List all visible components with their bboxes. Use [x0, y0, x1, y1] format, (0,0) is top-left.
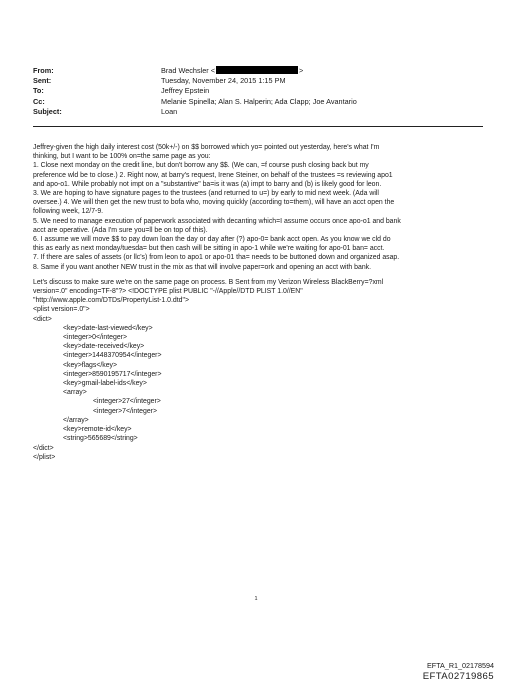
sent-label: Sent:	[33, 76, 52, 86]
body-line: oversee.) 4. We will then get the new trust to bofa who, moving quickly (according to=them), will have an acct open the	[33, 199, 395, 207]
body-line: Jeffrey-given the high daily interest cost (50k+/-) on $$ borrowed which yo= pointed out yesterday, here's what I'm	[33, 144, 380, 151]
plist-line: </array>	[63, 416, 89, 424]
from-end: >	[299, 66, 304, 75]
plist-line: <key>date-last-viewed</key>	[63, 324, 153, 332]
body-line: thinking, but I want to be 100% on=the same page as you:	[33, 153, 211, 161]
to-value: Jeffrey Epstein	[161, 86, 210, 96]
subject-value: Loan	[161, 106, 178, 116]
header-divider	[33, 126, 483, 127]
redaction-box	[216, 66, 298, 74]
sent-row	[33, 76, 483, 86]
from-label: From:	[33, 66, 54, 75]
plist-line: <integer>8590195717</integer>	[63, 370, 162, 378]
plist-line: <array>	[63, 389, 87, 397]
cc-value: Melanie Spinella; Alan S. Halperin; Ada Clapp; Joe Avantario	[161, 96, 357, 106]
body-line: 1. Close next monday on the credit line, but don't borrow any $$. (We can, =f course push closing back but my	[33, 162, 369, 170]
subject-label: Subject:	[33, 106, 62, 116]
plist-array-item: <integer>7</integer>	[93, 407, 157, 415]
body-line: acct are operative. (Ada I'm sure you=ll be on top of this).	[33, 226, 208, 234]
closing-tag: </plist>	[33, 453, 56, 461]
body-line: 5. We need to manage execution of paperwork associated with decanting which=I assume occurs once apo-o1 and bank	[33, 217, 401, 225]
plist-line: <string>565689</string>	[63, 435, 138, 443]
sent-value: Tuesday, November 24, 2015 1:15 PM	[161, 76, 286, 86]
cc-label: Cc:	[33, 96, 45, 106]
body-line: 8. Same if you want another NEW trust in the mix as that will involve paper=ork and opening an acct with bank.	[33, 263, 372, 271]
closing-line: Let's discuss to make sure we're on the same page on process. B Sent from my Verizon Wireless BlackBerry=?xml	[33, 278, 384, 286]
page-number: 1	[254, 596, 258, 602]
to-label: To:	[33, 86, 44, 96]
body-line: following week, 12/7-9.	[33, 208, 104, 216]
body-line: 7. If there are sales of assets (or llc's) from leon to apo1 or apo-01 tha= needs to be buttoned down and organized asap.	[33, 254, 400, 262]
subject-row	[33, 107, 483, 117]
plist-line: <key>flags</key>	[63, 361, 118, 369]
plist-line: <key>date-received</key>	[63, 343, 145, 351]
cc-row	[33, 97, 483, 107]
from-row	[33, 66, 483, 76]
plist-line: <integer>0</integer>	[63, 334, 127, 342]
to-row	[33, 86, 483, 96]
from-name: Brad Wechsler <	[161, 66, 216, 75]
plist-array-item: <integer>27</integer>	[93, 398, 161, 406]
body-line: 3. We are hoping to have signature pages to the trustees (and returned to u=) by early to mid next week. (Ada will	[33, 190, 379, 198]
body-line: and apo-o1. While probably not impt on a "substantive" ba=is it was (a) impt to barry and (b) is likely good for leon.	[33, 180, 382, 188]
body-line: this as early as next monday/tuesda= but then cash will be sitting in apo-1 while we're waiting for apo-01 ban= acct.	[33, 245, 385, 253]
plist-line: <key>gmail-label-ids</key>	[63, 380, 147, 388]
closing-line: version=.0" encoding=TF-8"?> <!DOCTYPE plist PUBLIC "-//Apple//DTD PLIST 1.0//EN"	[33, 288, 303, 296]
closing-line: <dict>	[33, 315, 52, 323]
email-body	[33, 143, 485, 462]
closing-line: "http://www.apple.com/DTDs/PropertyList-1.0.dtd">	[33, 297, 189, 305]
plist-line: <key>remote-id</key>	[63, 426, 132, 434]
bates-number-large: EFTA02719865	[422, 671, 494, 682]
plist-line: <integer>1448370954</integer>	[63, 352, 162, 360]
from-value	[161, 66, 303, 76]
email-header	[33, 66, 483, 117]
closing-line: <plist version=.0">	[33, 306, 90, 314]
body-line: 6. I assume we will move $$ to pay down loan the day or day after (?) apo-0= bank acct open. As you know we cld do	[33, 236, 391, 244]
closing-tag: </dict>	[33, 444, 54, 452]
body-line: preference wld be to close.) 2. Right now, at barry's request, Irene Steiner, on behalf of the trustees =s reviewing apo1	[33, 171, 393, 179]
bates-number-small: EFTA_R1_02178594	[427, 661, 494, 670]
